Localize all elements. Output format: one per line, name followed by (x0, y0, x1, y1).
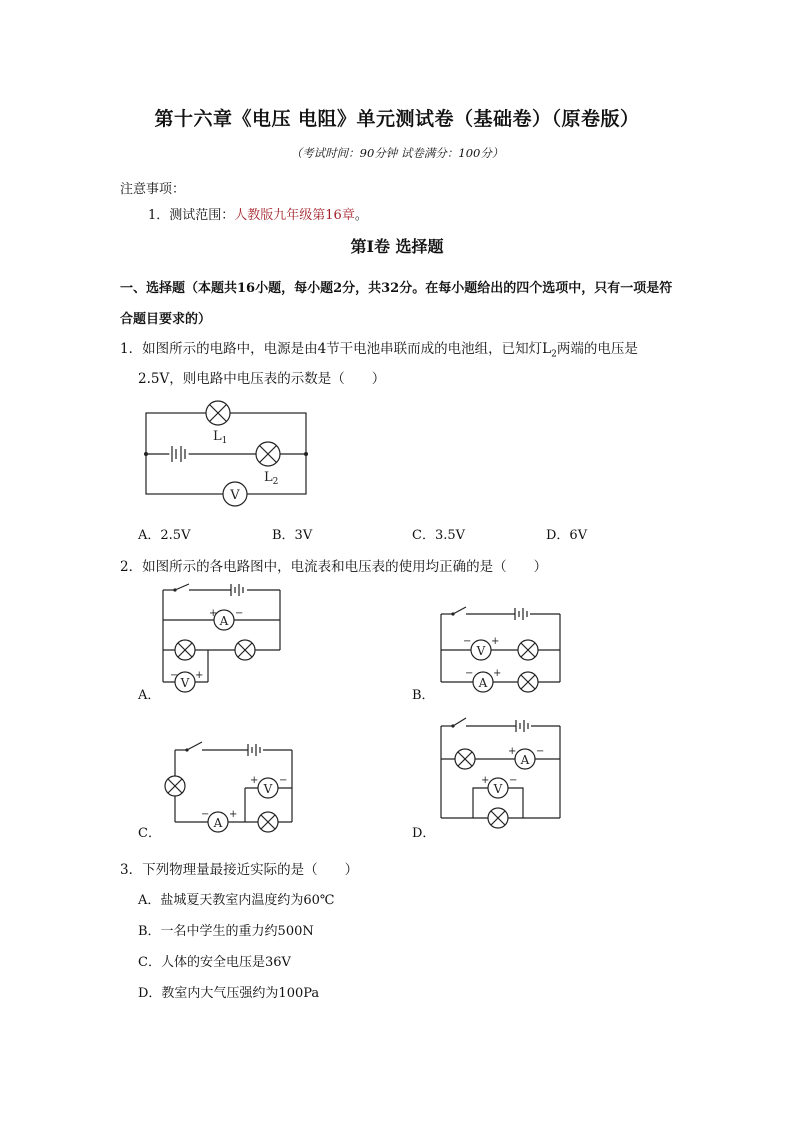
notice-heading: 注意事项： (120, 182, 186, 197)
voltmeter-b (471, 640, 491, 660)
document-title: 第十六章《电压 电阻》单元测试卷（基础卷）（原卷版） (154, 108, 640, 130)
notice-item-scope (148, 204, 368, 223)
notice-item-highlight: 人教版九年级第16章 (234, 208, 355, 223)
q1-lamp-l1-label: $L_1$ (213, 429, 228, 446)
lamp-c2 (258, 812, 278, 832)
ammeter-b (473, 672, 493, 692)
svg-text:V: V (493, 782, 503, 796)
svg-text:V: V (230, 488, 240, 503)
svg-text:V: V (180, 676, 190, 690)
q1-stem-text: 1．如图所示的电路中，电源是由4节干电池串联而成的电池组，已知灯L (120, 341, 552, 357)
svg-text:−: − (279, 775, 288, 786)
q1-lamp-l2 (256, 442, 280, 466)
q3-stem: 3．下列物理量最接近实际的是（ ） (120, 862, 359, 878)
svg-text:−: − (235, 608, 244, 619)
lamp-c1 (165, 776, 185, 796)
lamp-1 (175, 640, 195, 660)
q2-option-a: A． (138, 688, 161, 703)
ammeter-d (515, 749, 535, 769)
q2-circuit-a (155, 582, 290, 694)
svg-text:V: V (476, 644, 486, 658)
q1-lamp-l1 (206, 401, 230, 425)
q2-circuit-b (433, 602, 568, 697)
q1-option-d: D．6V (546, 528, 588, 543)
switch-lever (175, 584, 189, 590)
svg-text:−: − (465, 668, 474, 679)
q3-option-d: D．教室内大气压强约为100Pa (138, 986, 320, 1001)
exam-info: （考试时间：90分钟 试卷满分：100分） (290, 146, 504, 160)
q2-stem: 2．如图所示的各电路图中，电流表和电压表的使用均正确的是（ ） (120, 559, 548, 575)
svg-text:+: + (491, 636, 500, 647)
q1-voltmeter (223, 482, 247, 506)
svg-text:−: − (463, 636, 472, 647)
svg-text:A: A (219, 614, 229, 628)
svg-text:+: + (195, 670, 204, 681)
q1-stem-tail: 两端的电压是 (556, 341, 638, 357)
svg-text:+: + (229, 809, 238, 820)
lamp-d1 (455, 749, 475, 769)
svg-text:+: + (481, 775, 490, 786)
svg-text:+: + (209, 608, 218, 619)
q1-lamp-l2-label: $L_2$ (264, 470, 279, 487)
svg-text:+: + (250, 775, 259, 786)
q2-option-d: D． (412, 826, 436, 841)
voltmeter-c (258, 778, 278, 798)
q3-option-b: B．一名中学生的重力约500N (138, 924, 314, 939)
q1-option-c: C．3.5V (412, 528, 466, 543)
q1-option-b: B．3V (272, 528, 313, 543)
part-instructions: 一、选择题（本题共16小题，每小题2分，共32分。在每小题给出的四个选项中，只有一项是符合题目要求的） (120, 281, 673, 327)
notice-item-prefix: 1．测试范围： (148, 208, 235, 223)
svg-text:A: A (213, 816, 223, 830)
q3-option-a: A．盐城夏天教室内温度约为60℃ (138, 893, 335, 908)
svg-text:+: + (493, 668, 502, 679)
q2-circuit-c (160, 738, 295, 833)
svg-text:−: − (170, 670, 179, 681)
svg-text:−: − (536, 746, 545, 757)
lamp-2 (235, 640, 255, 660)
q1-stem-line1 (120, 337, 638, 360)
q2-option-b: B． (412, 688, 435, 703)
section-heading: 第Ⅰ卷 选择题 (350, 237, 444, 256)
svg-text:+: + (508, 746, 517, 757)
q2-circuit-d (433, 712, 568, 827)
q2-option-c: C． (138, 826, 161, 841)
ammeter-c (208, 812, 228, 832)
voltmeter-d (488, 778, 508, 798)
svg-text:−: − (509, 775, 518, 786)
svg-text:A: A (520, 753, 530, 767)
lamp-d2 (488, 808, 508, 828)
q1-stem-line2: 2.5V，则电路中电压表的示数是（ ） (138, 371, 386, 387)
notice-item-suffix: 。 (354, 208, 368, 223)
q1-option-a: A．2.5V (138, 528, 191, 543)
lamp-b1 (518, 640, 538, 660)
q1-circuit-diagram (140, 395, 315, 503)
q1-stem-sub: 2 (551, 349, 557, 360)
svg-text:−: − (201, 809, 210, 820)
q3-option-c: C．人体的安全电压是36V (138, 955, 291, 970)
svg-text:V: V (263, 782, 273, 796)
svg-text:A: A (478, 676, 488, 690)
lamp-b2 (518, 672, 538, 692)
